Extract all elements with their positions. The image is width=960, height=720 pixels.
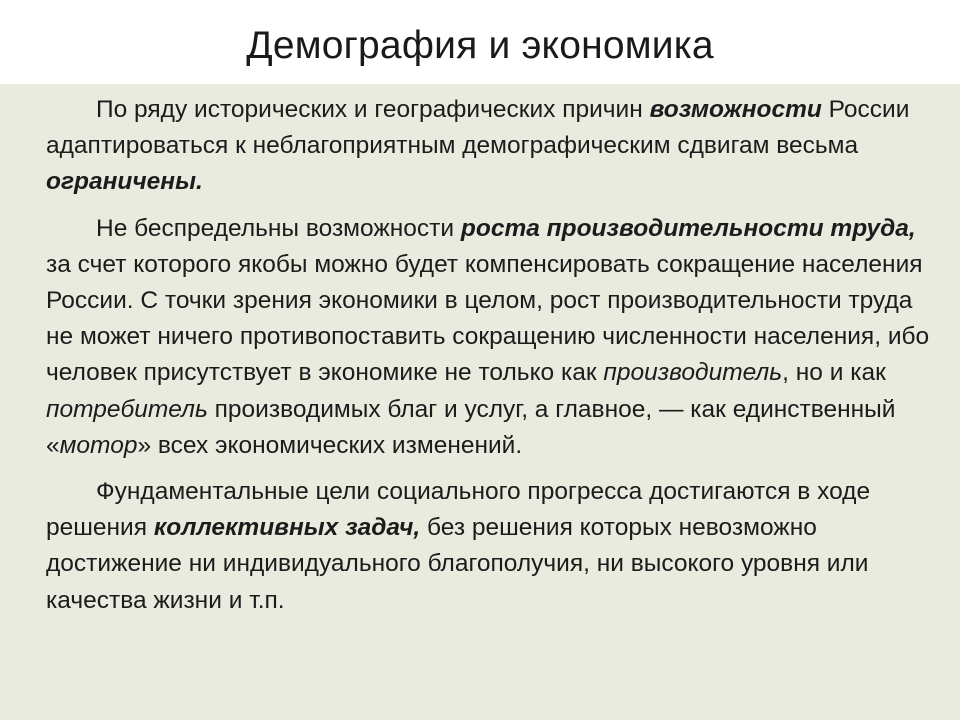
paragraph-2-text: » всех экономических изменений. <box>137 431 523 459</box>
paragraph-3-text: без решения которых невозможно достижение ни индивидуального благополучия, ни высокого уровня или качества жизни и т.п. <box>46 514 869 614</box>
paragraph-1 <box>46 92 946 201</box>
paragraph-3 <box>46 474 946 619</box>
title-bar <box>0 0 960 84</box>
emphasis-consumer: потребитель <box>46 395 208 423</box>
paragraph-2-text: , но и как <box>782 359 886 387</box>
emphasis-limited: ограничены. <box>46 168 203 196</box>
emphasis-possibilities: возможности <box>649 96 822 123</box>
paragraph-2-text: за счет которого якобы можно будет компенсировать сокращение населения России. С точки зрения экономики в целом, рост производительности труда не может ничего противопоставить сокращению численности населения, ибо человек присутствует в экономике не только как <box>46 250 930 387</box>
paragraph-1-text: По ряду исторических и географических причин <box>96 96 650 123</box>
content-panel <box>0 84 960 720</box>
paragraph-2-text: Не беспредельны возможности <box>96 214 461 242</box>
emphasis-producer: производитель <box>603 359 783 387</box>
paragraph-3-text: Фундаментальные цели социального прогресса достигаются в ходе решения <box>46 478 871 542</box>
paragraph-2 <box>46 211 946 464</box>
slide-title: Демография и экономика <box>246 24 714 67</box>
paragraph-1-text: России адаптироваться к неблагоприятным демографическим сдвигам весьма <box>46 96 910 160</box>
body-text <box>46 92 946 629</box>
paragraph-2-text: производимых благ и услуг, а главное, — как единственный « <box>46 395 896 459</box>
emphasis-motor: мотор <box>59 431 138 459</box>
emphasis-productivity-growth: роста производительности труда, <box>460 214 916 242</box>
emphasis-collective-tasks: коллективных задач, <box>153 514 421 542</box>
